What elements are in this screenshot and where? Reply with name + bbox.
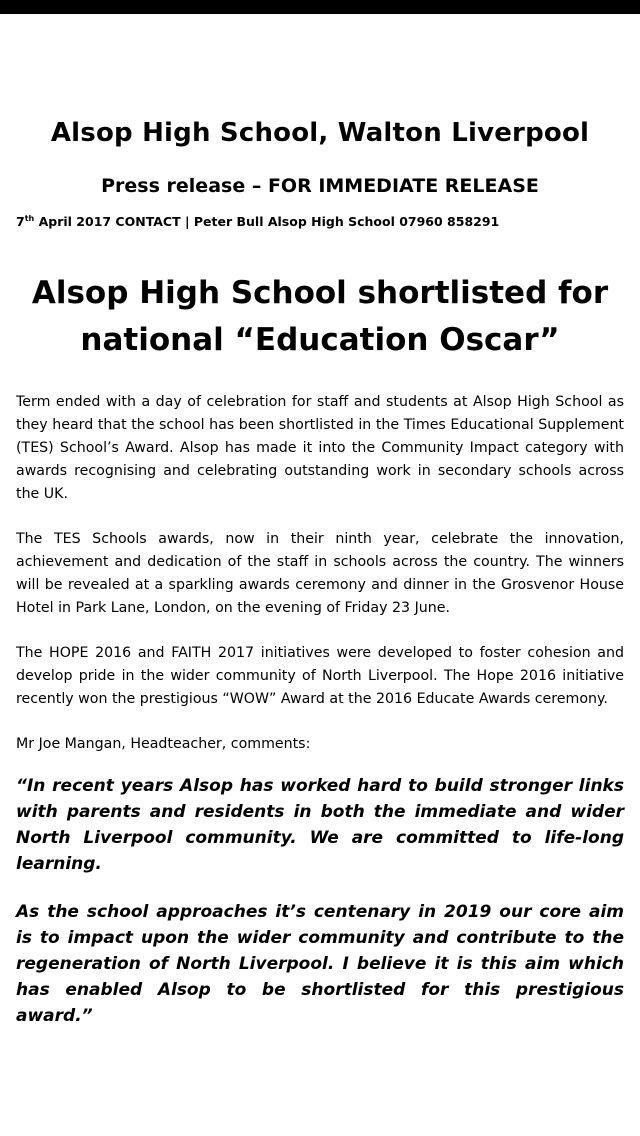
top-status-bar (0, 0, 640, 14)
headline-line-1: Alsop High School shortlisted for (31, 275, 609, 311)
quote-paragraph-2: As the school approaches it’s centenary in 2019 our core aim is to impact upon the wider community and contribute to the regeneration of North Liverpool. I believe it is this aim which has enabled Alsop to be shortlisted for this prestigious award.” (16, 902, 624, 1026)
release-date-day: 7 (16, 214, 25, 229)
contact-line (16, 214, 626, 229)
release-date-day-suffix: th (24, 214, 35, 223)
headline (0, 270, 640, 364)
paragraph-tes-awards: The TES Schools awards, now in their ninth year, celebrate the innovation, achievement and dedication of the staff in schools across the country. The winners will be revealed at a sparkling awards ceremony and dinner in the Grosvenor House Hotel in Park Lane, London, on the evening of Friday 23 June. (16, 531, 624, 616)
press-release-label: Press release – FOR IMMEDIATE RELEASE (101, 175, 539, 197)
headline-line-2: national “Education Oscar” (80, 322, 560, 358)
paragraph-hope-faith: The HOPE 2016 and FAITH 2017 initiatives were developed to foster cohesion and develop pride in the wider community of North Liverpool. The Hope 2016 initiative recently won the prestigious “WOW” Award at the 2016 Educate Awards ceremony. (16, 645, 624, 707)
press-release-document (0, 14, 640, 1136)
contact-details: April 2017 CONTACT | Peter Bull Alsop High School 07960 858291 (34, 214, 500, 229)
article-body (16, 391, 624, 1051)
paragraph-headteacher-intro: Mr Joe Mangan, Headteacher, comments: (16, 736, 311, 752)
paragraph-shortlisted: Term ended with a day of celebration for staff and students at Alsop High School as they heard that the school has been shortlisted in the Times Educational Supplement (TES) School’s Award. Alsop has made it into the Community Impact category with awards recognising and celebrating outstanding work in secondary schools across the UK. (16, 394, 624, 502)
quote-paragraph-1: “In recent years Alsop has worked hard to build stronger links with parents and residents in both the immediate and wider North Liverpool community. We are committed to life-long learning. (16, 776, 624, 874)
school-title: Alsop High School, Walton Liverpool (50, 118, 590, 148)
